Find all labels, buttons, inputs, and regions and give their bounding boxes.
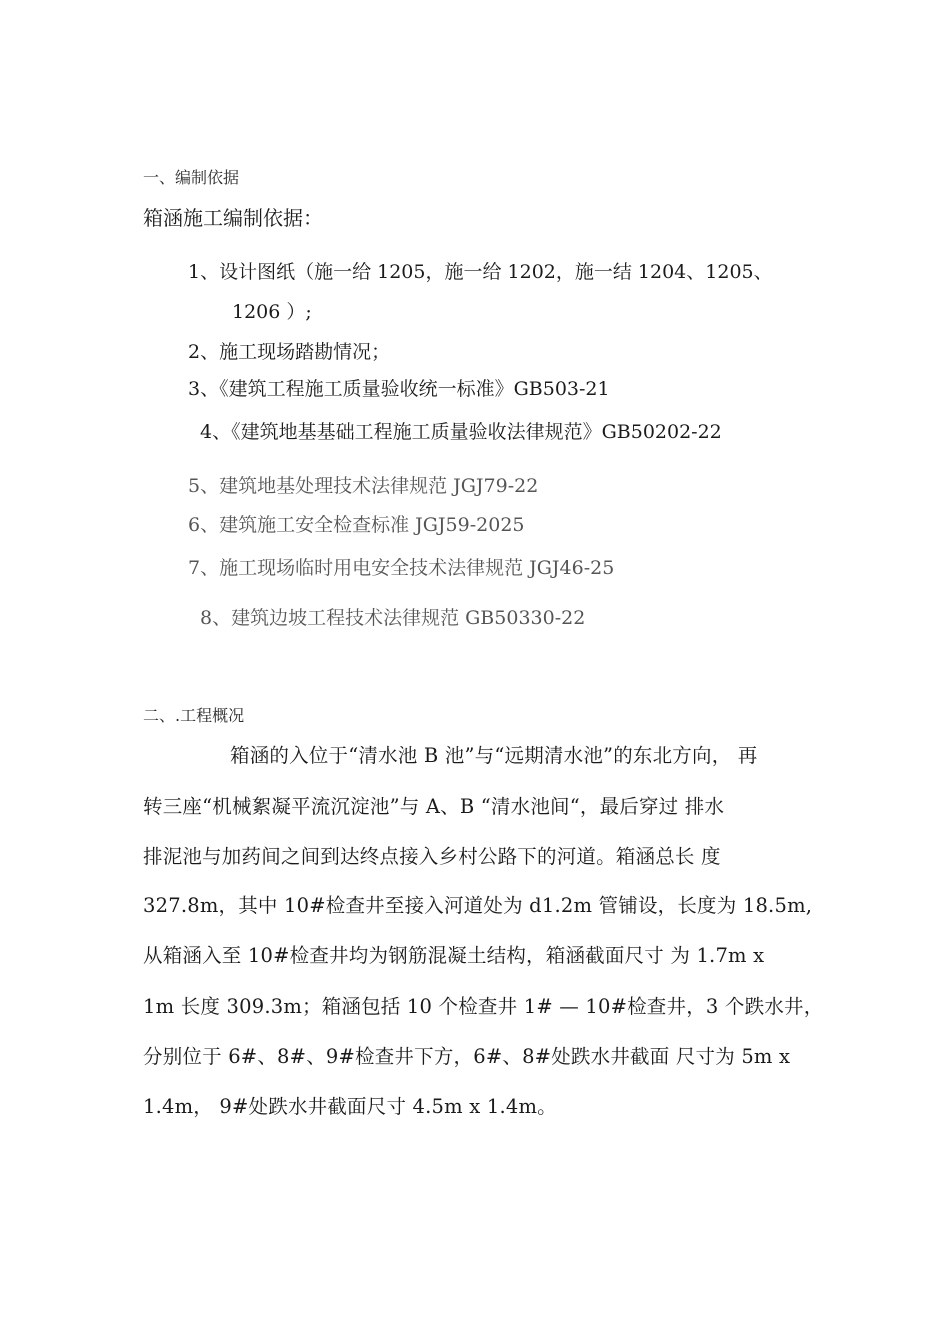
section-heading-basis: 一、编制依据	[143, 168, 240, 187]
basis-item-6: 6、建筑施工安全检查标准 JGJ59-2025	[188, 514, 525, 536]
overview-line-1: 箱涵的入位于“清水池 B 池”与“远期清水池”的东北方向， 再	[230, 744, 758, 767]
basis-item-1-cont: 1206 ）;	[232, 301, 312, 323]
basis-item-1: 1、设计图纸（施一给 1205，施一给 1202，施一结 1204、1205、	[188, 261, 773, 283]
basis-item-8: 8、建筑边坡工程技术法律规范 GB50330-22	[200, 607, 586, 629]
basis-item-2: 2、施工现场踏勘情况；	[188, 341, 391, 363]
basis-item-5: 5、建筑地基处理技术法律规范 JGJ79-22	[188, 475, 539, 497]
overview-line-6: 1m 长度 309.3m；箱涵包括 10 个检查井 1# — 10#检查井，3 个跌水井，	[143, 995, 824, 1018]
section-heading-overview: 二、.工程概况	[143, 706, 245, 725]
basis-item-7: 7、施工现场临时用电安全技术法律规范 JGJ46-25	[188, 557, 615, 579]
basis-item-3: 3、《建筑工程施工质量验收统一标准》GB503-21	[188, 378, 610, 400]
overview-line-4: 327.8m，其中 10#检查井至接入河道处为 d1.2m 管铺设，长度为 18.5m,	[143, 894, 813, 917]
basis-item-4: 4、《建筑地基基础工程施工质量验收法律规范》GB50202-22	[200, 421, 722, 443]
overview-line-3: 排泥池与加药间之间到达终点接入乡村公路下的河道。箱涵总长 度	[143, 845, 721, 868]
overview-line-8: 1.4m， 9#处跌水井截面尺寸 4.5m x 1.4m。	[143, 1095, 557, 1118]
section-subheading-basis: 箱涵施工编制依据：	[143, 206, 323, 230]
overview-line-5: 从箱涵入至 10#检查井均为钢筋混凝土结构，箱涵截面尺寸 为 1.7m x	[143, 944, 765, 967]
overview-line-2: 转三座“机械絮凝平流沉淀池”与 A、B “清水池间“，最后穿过 排水	[143, 795, 725, 818]
overview-line-7: 分别位于 6#、8#、9#检查井下方，6#、8#处跌水井截面 尺寸为 5m x	[143, 1045, 791, 1068]
